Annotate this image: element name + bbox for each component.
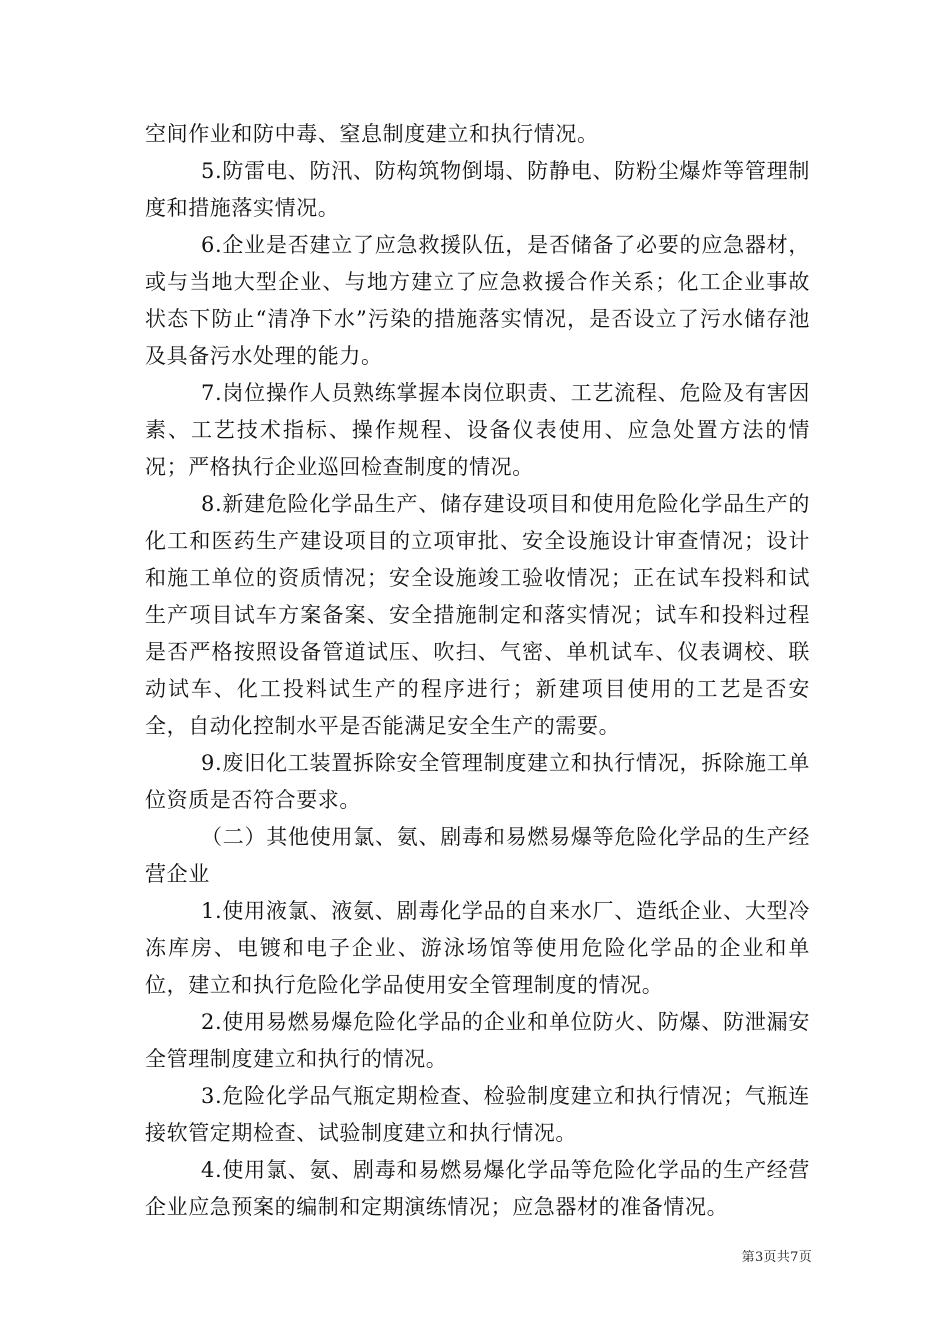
paragraph-item-6: 6.企业是否建立了应急救援队伍，是否储备了必要的应急器材，或与当地大型企业、与地方建立了应急救援合作关系；化工企业事故状态下防止“清净下水”污染的措施落实情况，是否设立了污水储存池及具备污水处理的能力。 [145,233,810,368]
paragraph-continuation: 空间作业和防中毒、窒息制度建立和执行情况。 [145,122,599,146]
paragraph-subitem-2: 2.使用易燃易爆危险化学品的企业和单位防火、防爆、防泄漏安全管理制度建立和执行的情况。 [145,1010,810,1071]
paragraph-item-5: 5.防雷电、防汛、防构筑物倒塌、防静电、防粉尘爆炸等管理制度和措施落实情况。 [145,159,810,220]
paragraph-subitem-3: 3.危险化学品气瓶定期检查、检验制度建立和执行情况；气瓶连接软管定期检查、试验制度建立和执行情况。 [145,1084,810,1145]
page-number-footer: 第3页共7页 [741,1250,812,1265]
paragraph-subitem-1: 1.使用液氯、液氨、剧毒化学品的自来水厂、造纸企业、大型冷冻库房、电镀和电子企业、游泳场馆等使用危险化学品的企业和单位，建立和执行危险化学品使用安全管理制度的情况。 [145,899,810,997]
paragraph-item-9: 9.废旧化工装置拆除安全管理制度建立和执行情况，拆除施工单位资质是否符合要求。 [145,751,810,812]
paragraph-item-7: 7.岗位操作人员熟练掌握本岗位职责、工艺流程、危险及有害因素、工艺技术指标、操作规程、设备仪表使用、应急处置方法的情况；严格执行企业巡回检查制度的情况。 [145,381,810,479]
paragraph-subitem-4: 4.使用氯、氨、剧毒和易燃易爆化学品等危险化学品的生产经营企业应急预案的编制和定期演练情况；应急器材的准备情况。 [145,1158,810,1219]
section-heading-2: （二）其他使用氯、氨、剧毒和易燃易爆等危险化学品的生产经营企业 [145,825,810,886]
paragraph-item-8: 8.新建危险化学品生产、储存建设项目和使用危险化学品生产的化工和医药生产建设项目的立项审批、安全设施设计审查情况；设计和施工单位的资质情况；安全设施竣工验收情况；正在试车投料和试生产项目试车方案备案、安全措施制定和落实情况；试车和投料过程是否严格按照设备管道试压、吹扫、气密、单机试车、仪表调校、联动试车、化工投料试生产的程序进行；新建项目使用的工艺是否安全，自动化控制水平是否能满足安全生产的需要。 [145,492,810,738]
document-body [145,116,810,1226]
